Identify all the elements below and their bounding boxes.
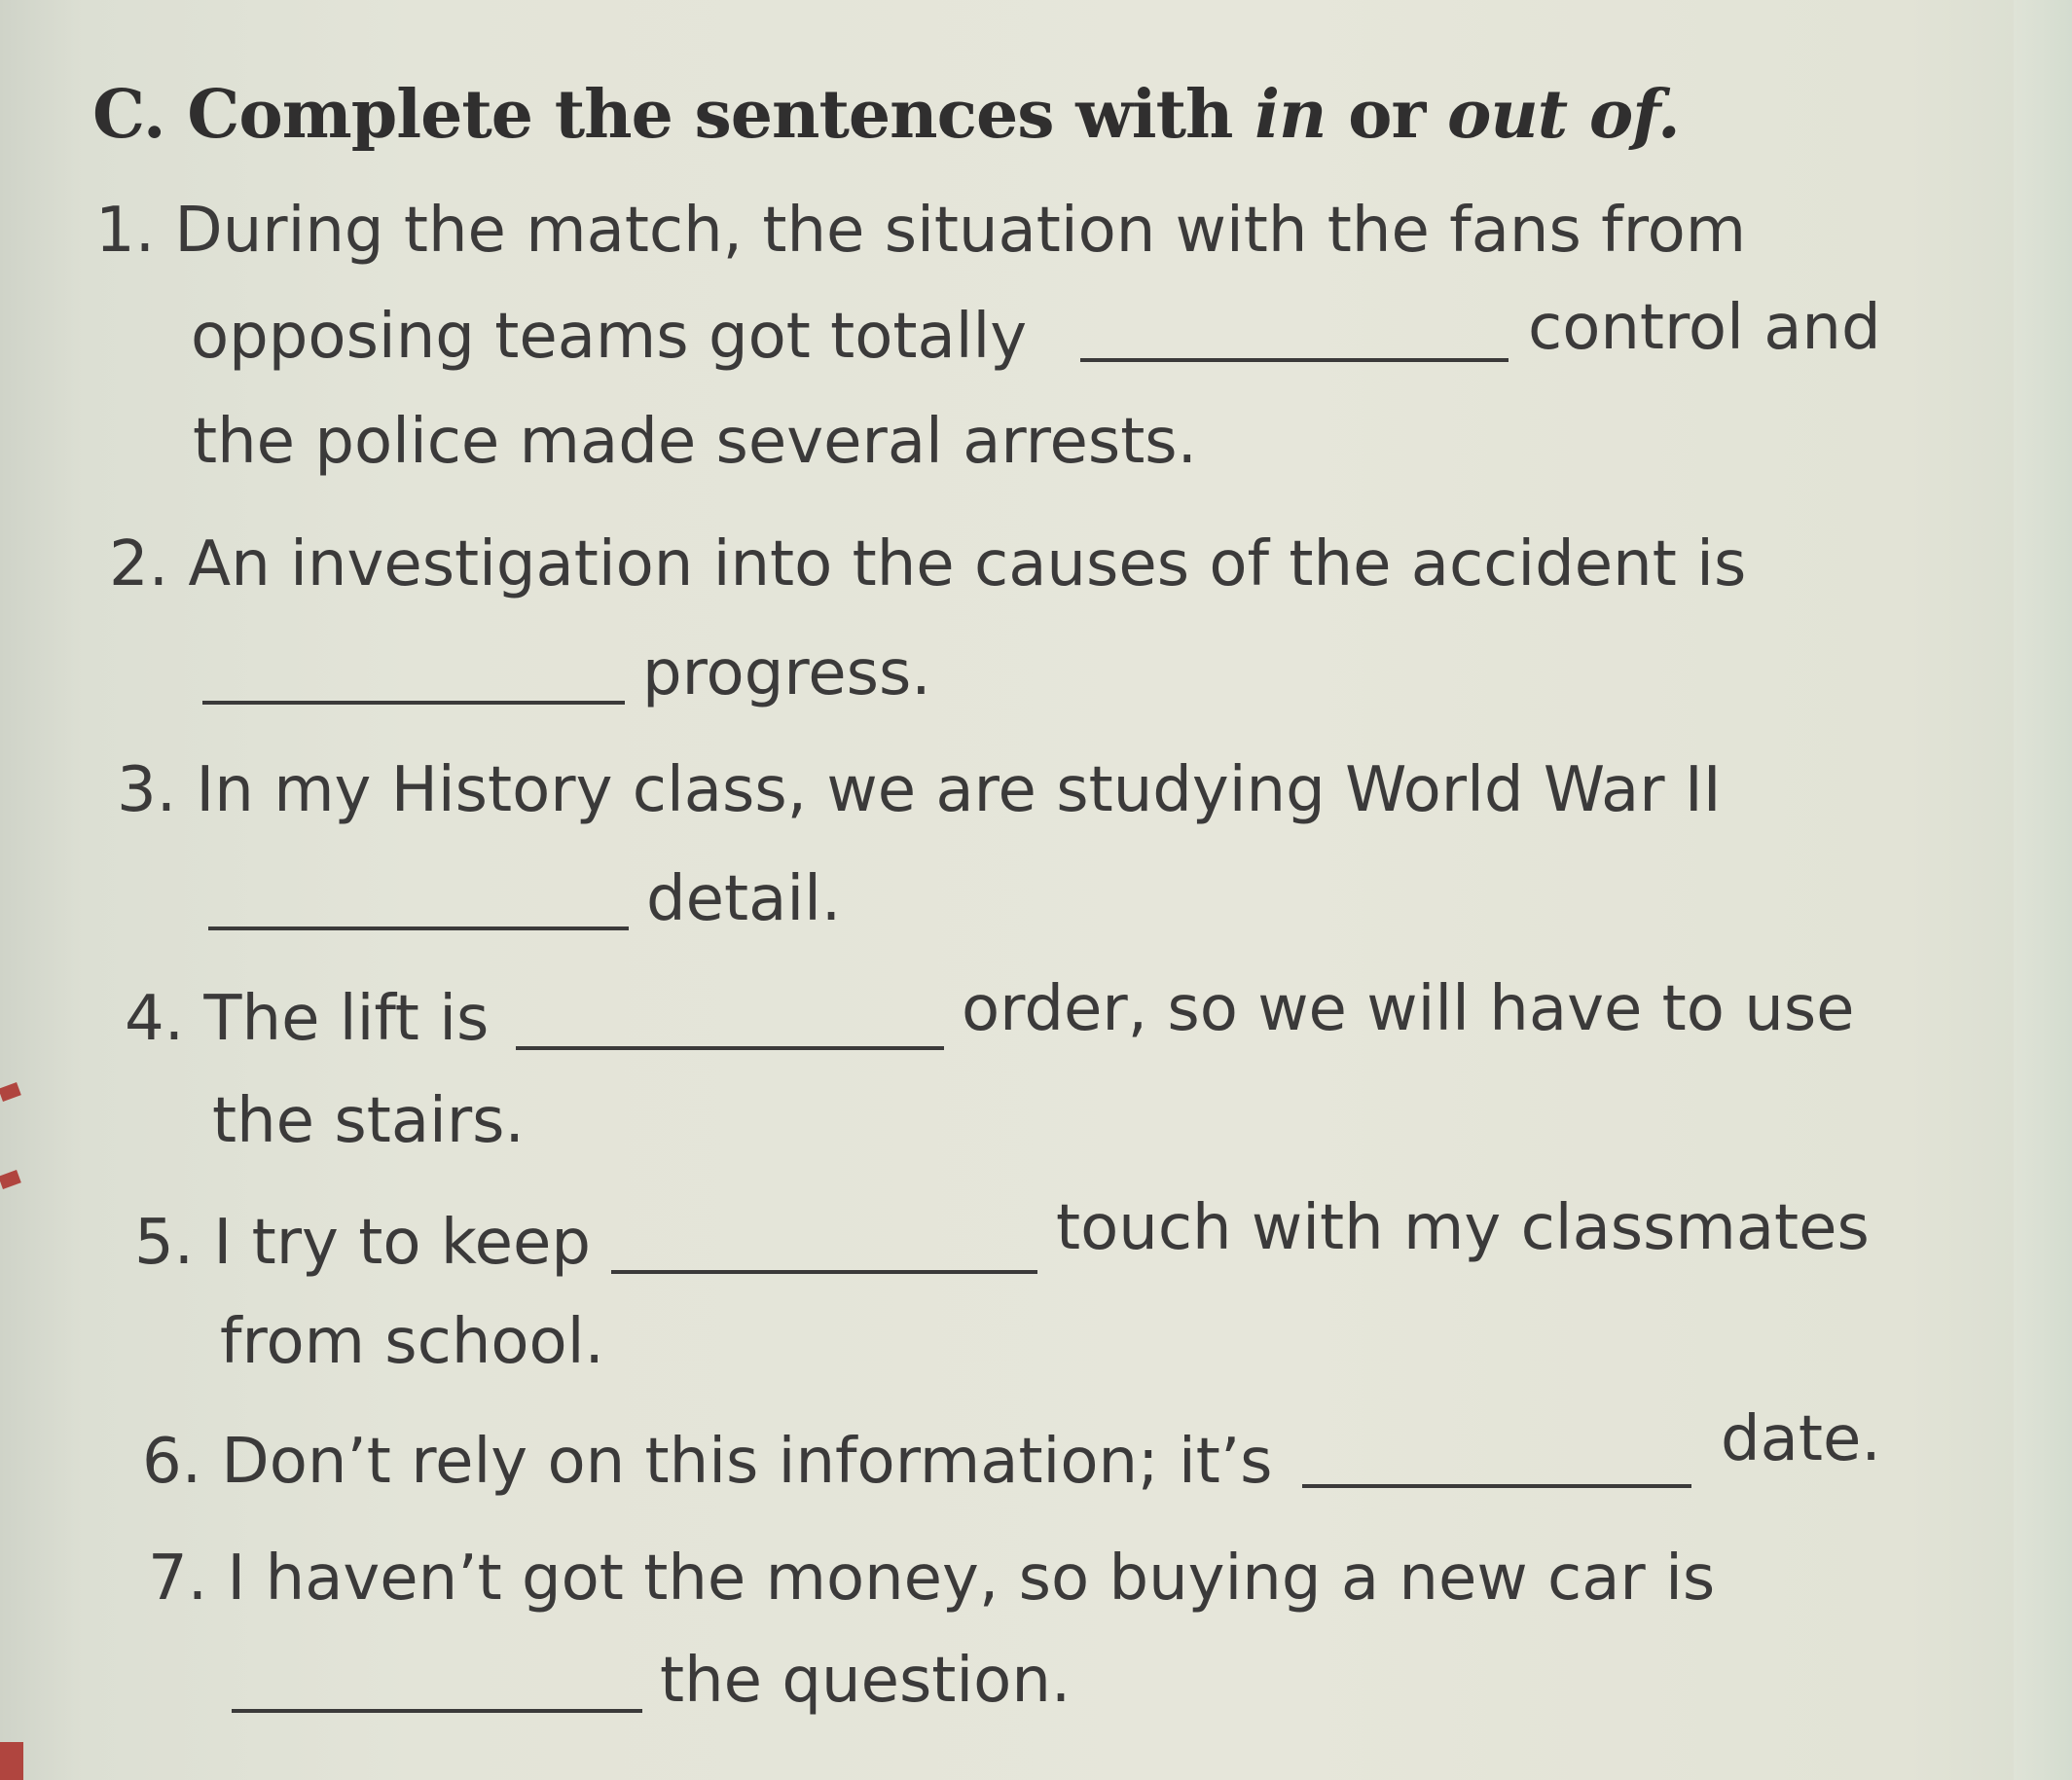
- item-number: 2.: [109, 528, 169, 600]
- sentence-text: the question.: [660, 1645, 1072, 1717]
- sentence-text: progress.: [642, 637, 931, 709]
- item-3-line-1: [117, 754, 1722, 826]
- sentence-text: Don’t rely on this information; it’s: [221, 1426, 1273, 1498]
- item-6-line-1: [142, 1426, 1273, 1498]
- item-5-line-1b: [1056, 1192, 1870, 1264]
- item-number: 1.: [95, 195, 156, 267]
- item-4-line-1: [125, 983, 490, 1055]
- item-1-line-3: [193, 406, 1197, 478]
- item-2-line-1: [109, 528, 1747, 600]
- sentence-text: In my History class, we are studying World War II: [196, 754, 1722, 826]
- item-1-line-2b: [1528, 292, 1881, 364]
- item-1-line-1: [95, 195, 1747, 267]
- answer-blank-6[interactable]: [1302, 1484, 1691, 1488]
- sentence-text: touch with my classmates: [1056, 1192, 1870, 1264]
- item-3-line-2: [646, 863, 842, 935]
- page-edge-mark: [0, 1082, 21, 1102]
- sentence-text: An investigation into the causes of the accident is: [188, 528, 1747, 600]
- answer-blank-4[interactable]: [516, 1046, 944, 1050]
- sentence-text: from school.: [220, 1306, 604, 1378]
- item-7-line-2: [660, 1645, 1072, 1717]
- sentence-text: detail.: [646, 863, 842, 935]
- item-4-line-2: [212, 1085, 525, 1157]
- sentence-text: date.: [1721, 1403, 1881, 1475]
- page-edge: [2014, 0, 2072, 1780]
- option-out-of: out of.: [1446, 76, 1680, 154]
- sentence-text: I try to keep: [213, 1207, 591, 1279]
- item-1-line-2: [191, 301, 1028, 373]
- item-2-line-2: [642, 637, 931, 709]
- exercise-letter: C.: [92, 76, 165, 154]
- answer-blank-7[interactable]: [232, 1709, 642, 1713]
- answer-blank-3[interactable]: [208, 926, 629, 930]
- sentence-text: opposing teams got totally: [191, 301, 1028, 373]
- sentence-text: I haven’t got the money, so buying a new car is: [227, 1543, 1716, 1615]
- item-6-line-1b: [1721, 1403, 1881, 1475]
- item-number: 5.: [134, 1207, 195, 1279]
- sentence-text: the stairs.: [212, 1085, 525, 1157]
- option-in: in: [1254, 76, 1327, 154]
- page-edge-mark: [0, 1742, 23, 1780]
- sentence-text: The lift is: [203, 983, 490, 1055]
- sentence-text: order, so we will have to use: [962, 973, 1855, 1045]
- item-number: 4.: [125, 983, 185, 1055]
- item-number: 6.: [142, 1426, 202, 1498]
- sentence-text: During the match, the situation with the fans from: [174, 195, 1747, 267]
- item-4-line-1b: [962, 973, 1855, 1045]
- page-edge-mark: [0, 1170, 21, 1189]
- sentence-text: control and: [1528, 292, 1881, 364]
- answer-blank-5[interactable]: [611, 1270, 1037, 1274]
- item-number: 3.: [117, 754, 177, 826]
- exercise-heading: [92, 76, 1680, 154]
- heading-connector: or: [1348, 76, 1426, 154]
- answer-blank-1[interactable]: [1080, 358, 1509, 362]
- answer-blank-2[interactable]: [202, 701, 625, 705]
- heading-text: Complete the sentences with: [187, 76, 1233, 154]
- sentence-text: the police made several arrests.: [193, 406, 1197, 478]
- item-7-line-1: [148, 1543, 1716, 1615]
- item-number: 7.: [148, 1543, 208, 1615]
- item-5-line-1: [134, 1207, 591, 1279]
- item-5-line-2: [220, 1306, 604, 1378]
